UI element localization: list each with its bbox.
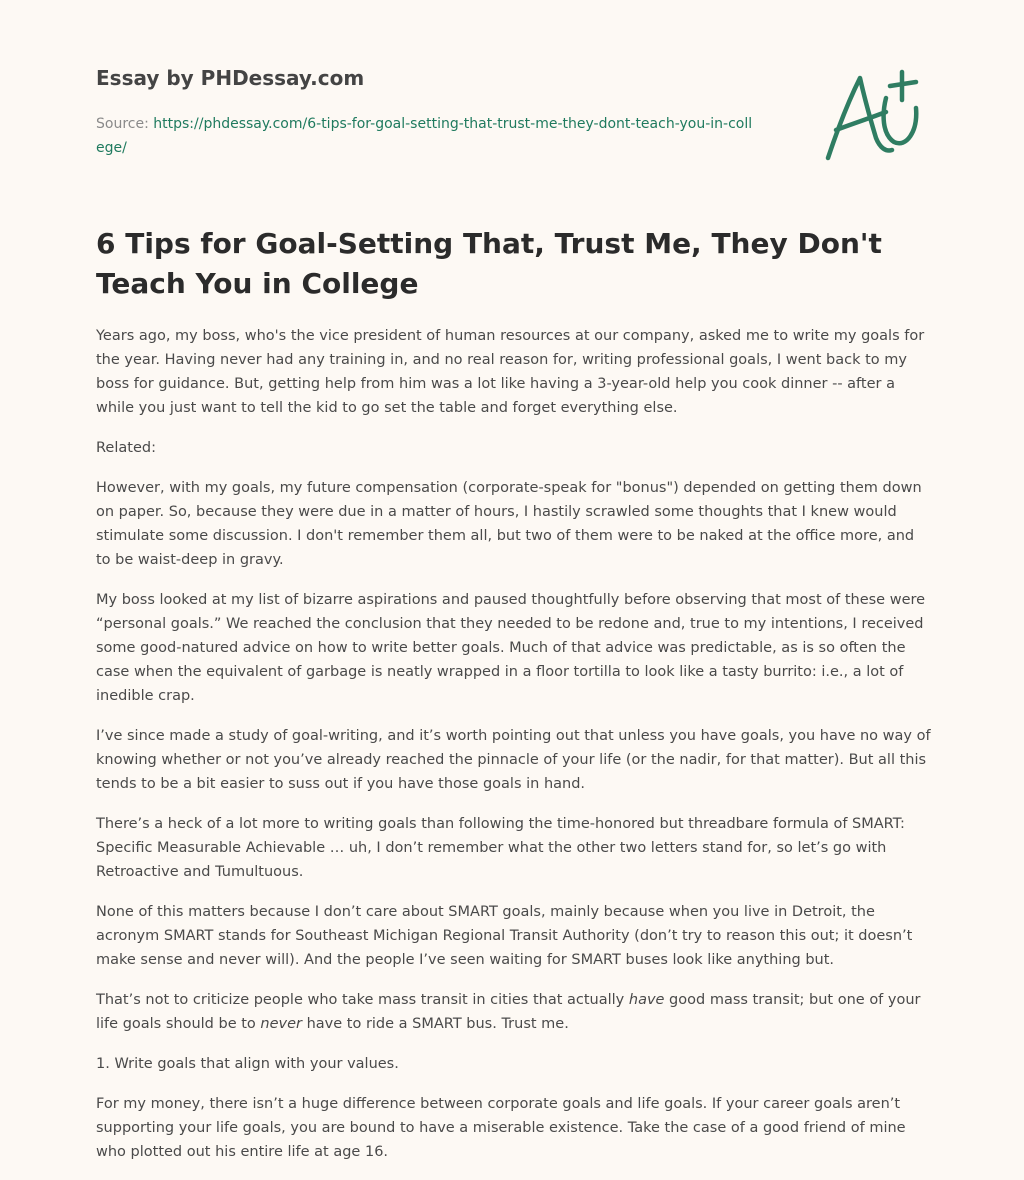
page-header [96, 0, 932, 190]
paragraph: My boss looked at my list of bizarre aspirations and paused thoughtfully before observing that most of these were “personal goals.” We reached the conclusion that they needed to be redone and, true to my intentions, I received some good-natured advice on how to write better goals. Much of that advice was predictable, as is so often the case when the equivalent of garbage is neatly wrapped in a floor tortilla to look like a tasty burrito: i.e., a lot of inedible crap. [96, 592, 926, 704]
text-run: That’s not to criticize people who take mass transit in cities that actually [96, 992, 629, 1008]
text-run: good mass transit; but one of your life goals should be to [96, 992, 921, 1032]
related-label: Related: [96, 440, 156, 456]
source-label: Source: [96, 116, 154, 132]
essay-title: 6 Tips for Goal-Setting That, Trust Me, They Don't Teach You in College [96, 227, 882, 300]
source-line [96, 112, 756, 160]
paragraph: None of this matters because I don’t care about SMART goals, mainly because when you live in Detroit, the acronym SMART stands for Southeast Michigan Regional Transit Authority (don’t try to reason this out; it doesn’t make sense and never will). And the people I’ve seen waiting for SMART buses look like anything but. [96, 904, 913, 968]
emphasis-have: have [628, 992, 665, 1008]
paragraph: I’ve since made a study of goal-writing, and it’s worth pointing out that unless you have goals, you have no way of knowing whether or not you’ve already reached the pinnacle of your life (or the nadir, for that matter). But all this tends to be a bit easier to suss out if you have those goals in hand. [96, 728, 931, 792]
paragraph: For my money, there isn’t a huge difference between corporate goals and life goals. If your career goals aren’t supporting your life goals, you are bound to have a miserable existence. Take the case of a good friend of mine who plotted out his entire life at age 16. [96, 1096, 906, 1160]
paragraph: However, with my goals, my future compensation (corporate-speak for "bonus") depended on getting them down on paper. So, because they were due in a matter of hours, I hastily scrawled some thoughts that I knew would stimulate some discussion. I don't remember them all, but two of them were to be naked at the office more, and to be waist-deep in gravy. [96, 480, 922, 568]
paragraph [96, 988, 932, 1036]
section-heading: 1. Write goals that align with your values. [96, 1056, 399, 1072]
emphasis-never: never [260, 1016, 302, 1032]
text-run: have to ride a SMART bus. Trust me. [301, 1016, 569, 1032]
a-plus-grade-icon [820, 66, 928, 170]
paragraph: There’s a heck of a lot more to writing goals than following the time-honored but threadbare formula of SMART: Specific Measurable Achievable … uh, I don’t remember what the other two letters stand for, so let’s go with Retroactive and Tumultuous. [96, 816, 905, 880]
paragraph: Years ago, my boss, who's the vice president of human resources at our company, asked me to write my goals for the year. Having never had any training in, and no real reason for, writing professional goals, I went back to my boss for guidance. But, getting help from him was a lot like having a 3-year-old help you cook dinner -- after a while you just want to tell the kid to go set the table and forget everything else. [96, 328, 925, 416]
essay-body [96, 324, 932, 1180]
essay-page [96, 0, 932, 1160]
source-link[interactable]: https://phdessay.com/6-tips-for-goal-setting-that-trust-me-they-dont-teach-you-in-college/ [96, 116, 753, 156]
site-title: Essay by PHDessay.com [96, 66, 365, 90]
